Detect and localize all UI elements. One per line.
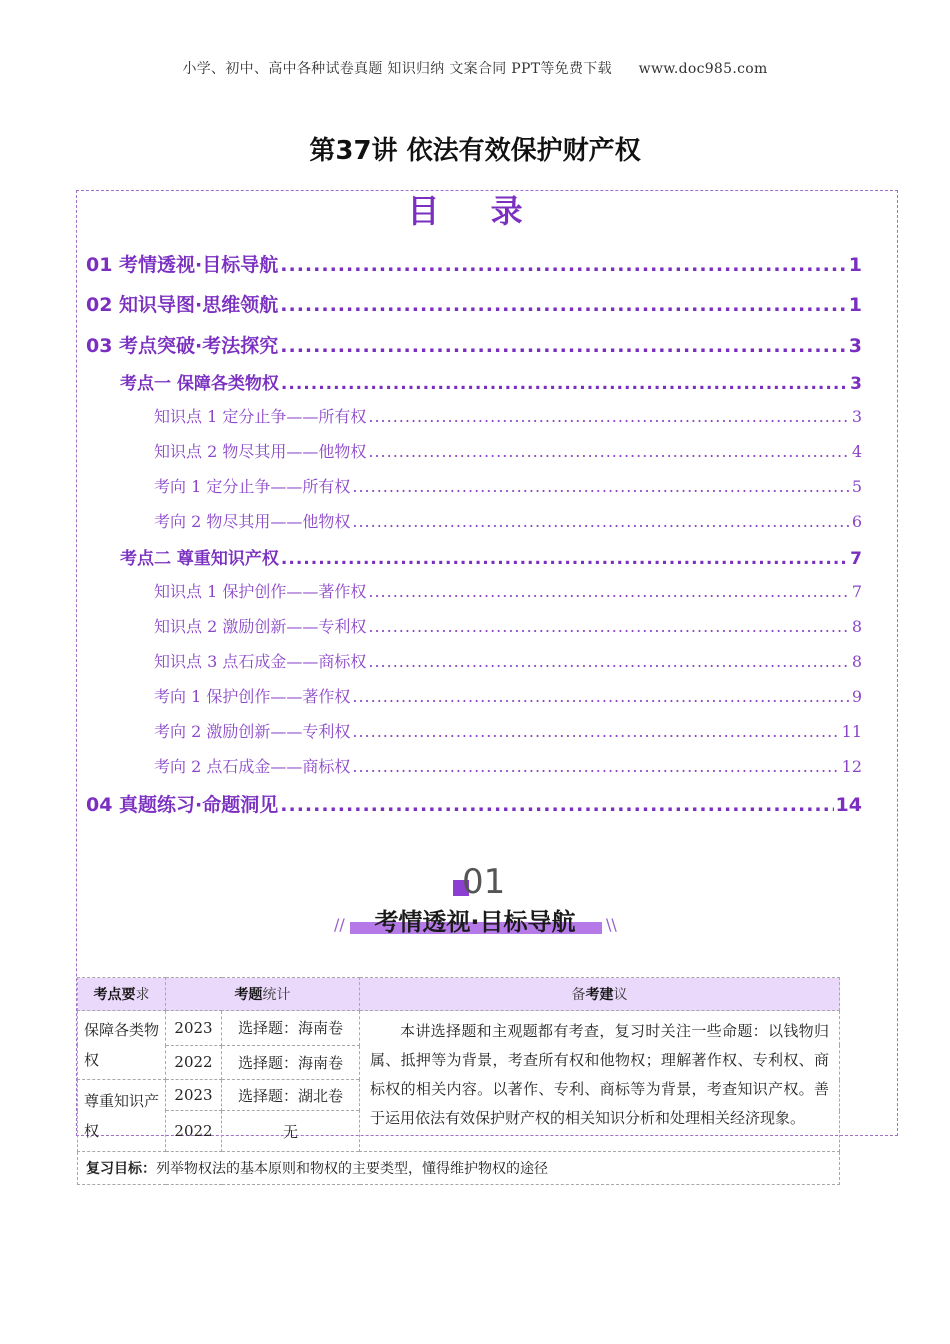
toc-dot-leader (368, 617, 849, 636)
toc-entry[interactable] (154, 614, 862, 637)
toc-entry[interactable] (86, 331, 862, 358)
question-cell: 无 (222, 1111, 360, 1152)
question-cell: 选择题：海南卷 (222, 1011, 360, 1046)
toc-dot-leader (368, 407, 849, 426)
slash-decoration-left: // (334, 915, 345, 934)
toc-dot-leader (281, 374, 848, 394)
toc-dot-leader (281, 549, 848, 569)
toc-entry-label: 知识点 2 激励创新——专利权 (154, 617, 367, 636)
section-number: 01 (462, 862, 506, 902)
toc-entry-label: 考点一 保障各类物权 (120, 374, 279, 394)
toc-entry[interactable] (154, 439, 862, 462)
year-cell: 2022 (166, 1111, 222, 1152)
toc-entry-label: 02 知识导图·思维领航 (86, 294, 279, 316)
toc-entry-page: 4 (851, 442, 862, 461)
section-title: 考情透视·目标导航 (374, 908, 576, 936)
goal-cell (78, 1152, 840, 1185)
toc-entry-label: 04 真题练习·命题洞见 (86, 794, 279, 816)
toc-dot-leader (352, 687, 849, 706)
exam-stats-table (77, 977, 840, 1185)
question-cell: 选择题：湖北卷 (222, 1080, 360, 1111)
advice-cell: 本讲选择题和主观题都有考查，复习时关注一些命题：以钱物归属、抵押等为背景，考查所有权和他物权；理解著作权、专利权、商标权的相关内容。以著作、专利、商标等为背景，考查知识产权。善于运用依法有效保护财产权的相关知识分析和处理相关经济现象。 (360, 1011, 840, 1152)
toc-entry-page: 7 (850, 549, 862, 569)
header-text: 小学、初中、高中各种试卷真题 知识归纳 文案合同 PPT等免费下载 (182, 61, 612, 77)
toc-dot-leader (352, 722, 839, 741)
goal-label: 复习目标： (86, 1161, 156, 1177)
topic-cell: 尊重知识产权 (78, 1080, 166, 1152)
toc-entry[interactable] (154, 754, 862, 777)
toc-entry-label: 考向 2 点石成金——商标权 (154, 757, 351, 776)
header-advice: 备考建议 (360, 978, 840, 1011)
toc-entry-page: 3 (851, 407, 862, 426)
toc-entry[interactable] (154, 474, 862, 497)
header-requirement: 考点要求 (78, 978, 166, 1011)
toc-entry-label: 知识点 1 定分止争——所有权 (154, 407, 367, 426)
toc-entry-label: 知识点 1 保护创作——著作权 (154, 582, 367, 601)
toc-entry-label: 考向 1 定分止争——所有权 (154, 477, 351, 496)
toc-entry-page: 1 (848, 294, 862, 316)
year-cell: 2022 (166, 1045, 222, 1080)
toc-entry[interactable] (154, 579, 862, 602)
toc-dot-leader (352, 477, 849, 496)
toc-entry[interactable] (154, 649, 862, 672)
topic-cell: 保障各类物权 (78, 1011, 166, 1080)
slash-decoration-right: \\ (606, 915, 617, 934)
document-title: 第37讲 依法有效保护财产权 (309, 136, 641, 166)
toc-entry[interactable] (86, 290, 862, 317)
toc-entry[interactable] (120, 369, 862, 394)
toc-entry-label: 知识点 2 物尽其用——他物权 (154, 442, 367, 461)
toc-dot-leader (280, 794, 833, 816)
toc-dot-leader (280, 294, 846, 316)
toc-entry-label: 知识点 3 点石成金——商标权 (154, 652, 367, 671)
year-cell: 2023 (166, 1011, 222, 1046)
table-header-row (78, 978, 840, 1011)
toc-entry-page: 11 (841, 722, 862, 741)
toc-entry[interactable] (120, 544, 862, 569)
toc-entry-page: 3 (850, 374, 862, 394)
toc-entry-label: 考向 1 保护创作——著作权 (154, 687, 351, 706)
question-cell: 选择题：海南卷 (222, 1045, 360, 1080)
toc-entry-page: 14 (835, 794, 862, 816)
page-header (0, 58, 950, 78)
header-statistics: 考题统计 (166, 978, 360, 1011)
toc-entry-label: 考点二 尊重知识产权 (120, 549, 279, 569)
toc-entry[interactable] (154, 719, 862, 742)
toc-dot-leader (280, 254, 846, 276)
toc-entry-page: 3 (848, 335, 862, 357)
header-url[interactable]: www.doc985.com (638, 61, 768, 77)
toc-entry-page: 9 (851, 687, 862, 706)
toc-entry-label: 考向 2 激励创新——专利权 (154, 722, 351, 741)
toc-entry-page: 7 (851, 582, 862, 601)
toc-entry-page: 6 (851, 512, 862, 531)
toc-entry-page: 12 (841, 757, 862, 776)
table-row (78, 1011, 840, 1046)
toc-entry[interactable] (154, 404, 862, 427)
toc-heading: 目 录 (407, 192, 543, 230)
toc-entry-label: 01 考情透视·目标导航 (86, 254, 279, 276)
toc-entry[interactable] (86, 790, 862, 817)
toc-entry-label: 03 考点突破·考法探究 (86, 335, 279, 357)
toc-entry[interactable] (154, 684, 862, 707)
toc-entry-label: 考向 2 物尽其用——他物权 (154, 512, 351, 531)
goal-row (78, 1152, 840, 1185)
toc-dot-leader (368, 652, 849, 671)
toc-dot-leader (368, 442, 849, 461)
toc-entry[interactable] (86, 250, 862, 277)
toc-entry-page: 5 (851, 477, 862, 496)
goal-text: 列举物权法的基本原则和物权的主要类型，懂得维护物权的途径 (156, 1161, 548, 1177)
toc-entry-page: 8 (851, 617, 862, 636)
toc-dot-leader (368, 582, 849, 601)
toc-entry[interactable] (154, 509, 862, 532)
toc-dot-leader (352, 757, 839, 776)
toc-dot-leader (280, 335, 846, 357)
toc-dot-leader (352, 512, 849, 531)
toc-entry-page: 8 (851, 652, 862, 671)
year-cell: 2023 (166, 1080, 222, 1111)
toc-entry-page: 1 (848, 254, 862, 276)
